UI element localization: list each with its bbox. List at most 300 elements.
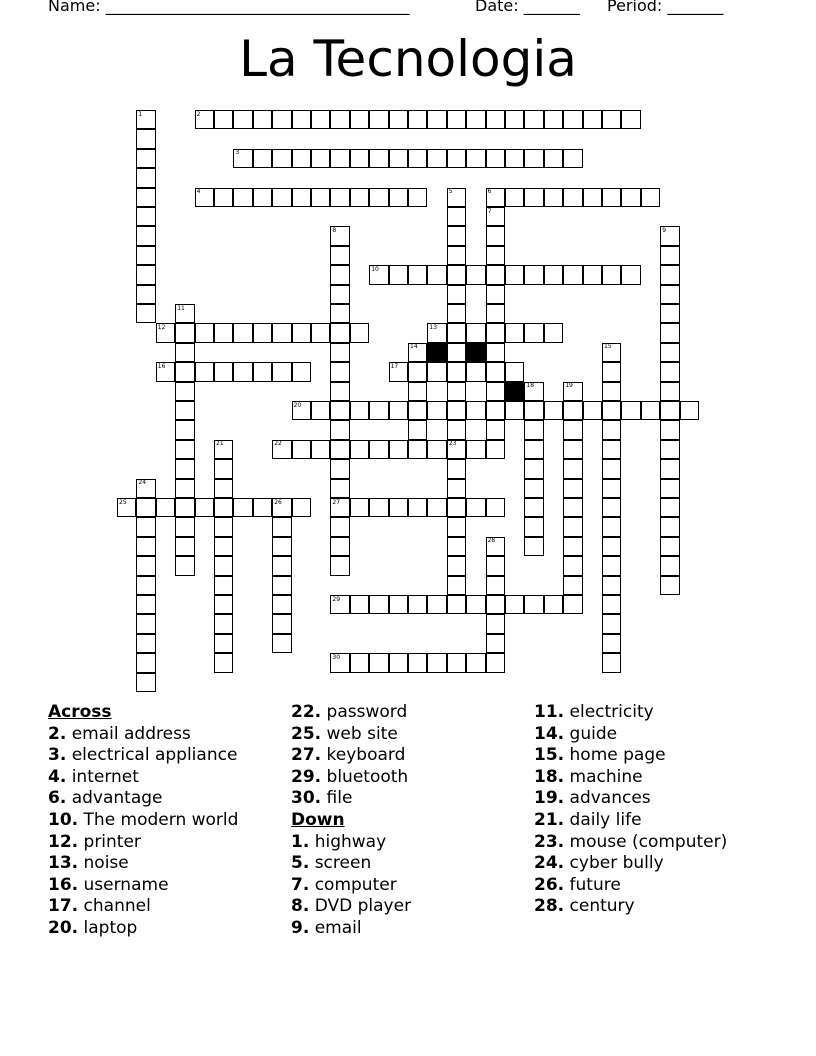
- grid-cell[interactable]: [427, 110, 446, 129]
- grid-cell[interactable]: [369, 595, 388, 614]
- grid-cell[interactable]: [175, 498, 194, 517]
- grid-cell[interactable]: [214, 614, 233, 633]
- grid-cell[interactable]: [505, 265, 524, 284]
- grid-cell[interactable]: [408, 343, 427, 362]
- grid-cell[interactable]: [524, 459, 543, 478]
- grid-cell[interactable]: [486, 440, 505, 459]
- grid-cell[interactable]: [447, 479, 466, 498]
- grid-cell[interactable]: [524, 382, 543, 401]
- grid-cell[interactable]: [369, 110, 388, 129]
- grid-cell[interactable]: [175, 362, 194, 381]
- grid-cell[interactable]: [660, 498, 679, 517]
- grid-cell[interactable]: [486, 265, 505, 284]
- grid-cell[interactable]: [486, 382, 505, 401]
- grid-cell[interactable]: [292, 440, 311, 459]
- grid-cell[interactable]: [136, 207, 155, 226]
- grid-cell[interactable]: [408, 440, 427, 459]
- grid-cell[interactable]: [369, 149, 388, 168]
- grid-cell[interactable]: [602, 110, 621, 129]
- grid-cell[interactable]: [466, 440, 485, 459]
- grid-cell[interactable]: [447, 595, 466, 614]
- grid-cell[interactable]: [253, 149, 272, 168]
- grid-cell[interactable]: [136, 556, 155, 575]
- grid-cell[interactable]: [427, 265, 446, 284]
- grid-cell[interactable]: [350, 440, 369, 459]
- grid-cell[interactable]: [136, 595, 155, 614]
- grid-cell[interactable]: [660, 362, 679, 381]
- grid-cell[interactable]: [486, 401, 505, 420]
- grid-cell[interactable]: [389, 401, 408, 420]
- grid-cell[interactable]: [583, 188, 602, 207]
- grid-cell[interactable]: [311, 401, 330, 420]
- grid-cell[interactable]: [330, 323, 349, 342]
- grid-cell[interactable]: [330, 420, 349, 439]
- grid-cell[interactable]: [233, 188, 252, 207]
- grid-cell[interactable]: [602, 188, 621, 207]
- grid-cell[interactable]: [505, 188, 524, 207]
- grid-cell[interactable]: [311, 440, 330, 459]
- grid-cell[interactable]: [602, 459, 621, 478]
- grid-cell[interactable]: [369, 401, 388, 420]
- grid-cell[interactable]: [602, 634, 621, 653]
- grid-cell[interactable]: [447, 382, 466, 401]
- grid-cell[interactable]: [660, 401, 679, 420]
- grid-cell[interactable]: [524, 537, 543, 556]
- grid-cell[interactable]: [602, 556, 621, 575]
- grid-cell[interactable]: [350, 110, 369, 129]
- grid-cell[interactable]: [486, 304, 505, 323]
- grid-cell[interactable]: [330, 226, 349, 245]
- grid-cell[interactable]: [233, 110, 252, 129]
- grid-cell[interactable]: [253, 188, 272, 207]
- grid-cell[interactable]: [272, 323, 291, 342]
- grid-cell[interactable]: [602, 382, 621, 401]
- grid-cell[interactable]: [486, 149, 505, 168]
- grid-cell[interactable]: [660, 382, 679, 401]
- grid-cell[interactable]: [447, 110, 466, 129]
- grid-cell[interactable]: [505, 362, 524, 381]
- grid-cell[interactable]: [408, 362, 427, 381]
- grid-cell[interactable]: [156, 323, 175, 342]
- grid-cell[interactable]: [660, 517, 679, 536]
- grid-cell[interactable]: [486, 110, 505, 129]
- grid-cell[interactable]: [195, 323, 214, 342]
- grid-cell[interactable]: [563, 149, 582, 168]
- grid-cell[interactable]: [369, 440, 388, 459]
- grid-cell[interactable]: [311, 188, 330, 207]
- grid-cell[interactable]: [389, 188, 408, 207]
- grid-cell[interactable]: [350, 498, 369, 517]
- grid-cell[interactable]: [524, 479, 543, 498]
- grid-cell[interactable]: [427, 401, 446, 420]
- grid-cell[interactable]: [447, 653, 466, 672]
- grid-cell[interactable]: [544, 188, 563, 207]
- grid-cell[interactable]: [447, 226, 466, 245]
- grid-cell[interactable]: [330, 265, 349, 284]
- grid-cell[interactable]: [272, 576, 291, 595]
- grid-cell[interactable]: [486, 420, 505, 439]
- grid-cell[interactable]: [447, 362, 466, 381]
- grid-cell[interactable]: [680, 401, 699, 420]
- grid-cell[interactable]: [330, 537, 349, 556]
- grid-cell[interactable]: [136, 226, 155, 245]
- grid-cell[interactable]: [389, 653, 408, 672]
- grid-cell[interactable]: [136, 576, 155, 595]
- grid-cell[interactable]: [330, 343, 349, 362]
- grid-cell[interactable]: [136, 634, 155, 653]
- grid-cell[interactable]: [621, 188, 640, 207]
- grid-cell[interactable]: [175, 323, 194, 342]
- grid-cell[interactable]: [408, 110, 427, 129]
- grid-cell[interactable]: [175, 479, 194, 498]
- grid-cell[interactable]: [389, 149, 408, 168]
- grid-cell[interactable]: [660, 556, 679, 575]
- grid-cell[interactable]: [524, 265, 543, 284]
- grid-cell[interactable]: [408, 653, 427, 672]
- grid-cell[interactable]: [660, 479, 679, 498]
- grid-cell[interactable]: [602, 595, 621, 614]
- grid-cell[interactable]: [563, 459, 582, 478]
- grid-cell[interactable]: [330, 285, 349, 304]
- grid-cell[interactable]: [524, 110, 543, 129]
- grid-cell[interactable]: [447, 459, 466, 478]
- grid-cell[interactable]: [389, 440, 408, 459]
- grid-cell[interactable]: [486, 188, 505, 207]
- grid-cell[interactable]: [524, 517, 543, 536]
- grid-cell[interactable]: [272, 556, 291, 575]
- grid-cell[interactable]: [563, 556, 582, 575]
- grid-cell[interactable]: [272, 517, 291, 536]
- grid-cell[interactable]: [253, 323, 272, 342]
- grid-cell[interactable]: [486, 343, 505, 362]
- grid-cell[interactable]: [447, 401, 466, 420]
- grid-cell[interactable]: [408, 420, 427, 439]
- grid-cell[interactable]: [330, 479, 349, 498]
- grid-cell[interactable]: [233, 362, 252, 381]
- grid-cell[interactable]: [602, 576, 621, 595]
- grid-cell[interactable]: [389, 498, 408, 517]
- grid-cell[interactable]: [175, 537, 194, 556]
- grid-cell[interactable]: [350, 323, 369, 342]
- grid-cell[interactable]: [214, 595, 233, 614]
- grid-cell[interactable]: [544, 265, 563, 284]
- grid-cell[interactable]: [505, 110, 524, 129]
- grid-cell[interactable]: [660, 459, 679, 478]
- grid-cell[interactable]: [660, 226, 679, 245]
- grid-cell[interactable]: [214, 634, 233, 653]
- grid-cell[interactable]: [641, 401, 660, 420]
- grid-cell[interactable]: [272, 362, 291, 381]
- grid-cell[interactable]: [524, 420, 543, 439]
- grid-cell[interactable]: [389, 595, 408, 614]
- grid-cell[interactable]: [369, 265, 388, 284]
- grid-cell[interactable]: [602, 265, 621, 284]
- grid-cell[interactable]: [466, 498, 485, 517]
- grid-cell[interactable]: [408, 382, 427, 401]
- grid-cell[interactable]: [447, 420, 466, 439]
- grid-cell[interactable]: [563, 401, 582, 420]
- grid-cell[interactable]: [214, 576, 233, 595]
- grid-cell[interactable]: [292, 362, 311, 381]
- grid-cell[interactable]: [175, 440, 194, 459]
- grid-cell[interactable]: [602, 517, 621, 536]
- grid-cell[interactable]: [214, 188, 233, 207]
- grid-cell[interactable]: [311, 323, 330, 342]
- grid-cell[interactable]: [175, 401, 194, 420]
- grid-cell[interactable]: [175, 382, 194, 401]
- grid-cell[interactable]: [214, 110, 233, 129]
- grid-cell[interactable]: [214, 323, 233, 342]
- grid-cell[interactable]: [136, 498, 155, 517]
- grid-cell[interactable]: [447, 537, 466, 556]
- grid-cell[interactable]: [505, 323, 524, 342]
- grid-cell[interactable]: [466, 595, 485, 614]
- grid-cell[interactable]: [447, 149, 466, 168]
- grid-cell[interactable]: [544, 149, 563, 168]
- grid-cell[interactable]: [136, 168, 155, 187]
- grid-cell[interactable]: [330, 188, 349, 207]
- grid-cell[interactable]: [660, 343, 679, 362]
- grid-cell[interactable]: [563, 595, 582, 614]
- grid-cell[interactable]: [175, 517, 194, 536]
- grid-cell[interactable]: [350, 188, 369, 207]
- grid-cell[interactable]: [195, 188, 214, 207]
- grid-cell[interactable]: [602, 420, 621, 439]
- grid-cell[interactable]: [602, 343, 621, 362]
- grid-cell[interactable]: [253, 110, 272, 129]
- grid-cell[interactable]: [408, 265, 427, 284]
- grid-cell[interactable]: [272, 440, 291, 459]
- grid-cell[interactable]: [466, 362, 485, 381]
- grid-cell[interactable]: [544, 401, 563, 420]
- grid-cell[interactable]: [330, 556, 349, 575]
- grid-cell[interactable]: [641, 188, 660, 207]
- grid-cell[interactable]: [330, 382, 349, 401]
- grid-cell[interactable]: [563, 420, 582, 439]
- grid-cell[interactable]: [486, 362, 505, 381]
- grid-cell[interactable]: [214, 517, 233, 536]
- grid-cell[interactable]: [621, 110, 640, 129]
- grid-cell[interactable]: [660, 576, 679, 595]
- grid-cell[interactable]: [272, 537, 291, 556]
- grid-cell[interactable]: [660, 304, 679, 323]
- grid-cell[interactable]: [447, 343, 466, 362]
- grid-cell[interactable]: [660, 323, 679, 342]
- grid-cell[interactable]: [136, 653, 155, 672]
- grid-cell[interactable]: [195, 498, 214, 517]
- grid-cell[interactable]: [524, 595, 543, 614]
- grid-cell[interactable]: [233, 498, 252, 517]
- grid-cell[interactable]: [660, 285, 679, 304]
- grid-cell[interactable]: [505, 595, 524, 614]
- grid-cell[interactable]: [486, 323, 505, 342]
- grid-cell[interactable]: [136, 188, 155, 207]
- grid-cell[interactable]: [253, 362, 272, 381]
- grid-cell[interactable]: [427, 595, 446, 614]
- grid-cell[interactable]: [214, 653, 233, 672]
- grid-cell[interactable]: [466, 110, 485, 129]
- grid-cell[interactable]: [524, 440, 543, 459]
- grid-cell[interactable]: [486, 246, 505, 265]
- grid-cell[interactable]: [272, 595, 291, 614]
- grid-cell[interactable]: [486, 285, 505, 304]
- grid-cell[interactable]: [389, 265, 408, 284]
- grid-cell[interactable]: [427, 653, 446, 672]
- grid-cell[interactable]: [563, 479, 582, 498]
- grid-cell[interactable]: [272, 188, 291, 207]
- grid-cell[interactable]: [330, 401, 349, 420]
- grid-cell[interactable]: [214, 479, 233, 498]
- grid-cell[interactable]: [447, 440, 466, 459]
- grid-cell[interactable]: [136, 537, 155, 556]
- grid-cell[interactable]: [330, 653, 349, 672]
- grid-cell[interactable]: [447, 188, 466, 207]
- grid-cell[interactable]: [214, 537, 233, 556]
- grid-cell[interactable]: [292, 110, 311, 129]
- grid-cell[interactable]: [486, 207, 505, 226]
- grid-cell[interactable]: [175, 343, 194, 362]
- grid-cell[interactable]: [602, 653, 621, 672]
- grid-cell[interactable]: [486, 226, 505, 245]
- grid-cell[interactable]: [544, 110, 563, 129]
- grid-cell[interactable]: [563, 382, 582, 401]
- grid-cell[interactable]: [544, 595, 563, 614]
- grid-cell[interactable]: [408, 498, 427, 517]
- grid-cell[interactable]: [447, 576, 466, 595]
- grid-cell[interactable]: [583, 401, 602, 420]
- grid-cell[interactable]: [621, 401, 640, 420]
- grid-cell[interactable]: [330, 517, 349, 536]
- grid-cell[interactable]: [136, 149, 155, 168]
- grid-cell[interactable]: [466, 401, 485, 420]
- grid-cell[interactable]: [214, 556, 233, 575]
- grid-cell[interactable]: [214, 362, 233, 381]
- grid-cell[interactable]: [272, 149, 291, 168]
- grid-cell[interactable]: [602, 498, 621, 517]
- grid-cell[interactable]: [563, 498, 582, 517]
- grid-cell[interactable]: [175, 420, 194, 439]
- grid-cell[interactable]: [136, 129, 155, 148]
- grid-cell[interactable]: [602, 479, 621, 498]
- grid-cell[interactable]: [427, 498, 446, 517]
- grid-cell[interactable]: [195, 110, 214, 129]
- grid-cell[interactable]: [330, 246, 349, 265]
- grid-cell[interactable]: [408, 401, 427, 420]
- grid-cell[interactable]: [369, 188, 388, 207]
- grid-cell[interactable]: [447, 246, 466, 265]
- grid-cell[interactable]: [486, 576, 505, 595]
- grid-cell[interactable]: [136, 304, 155, 323]
- grid-cell[interactable]: [524, 401, 543, 420]
- grid-cell[interactable]: [544, 323, 563, 342]
- grid-cell[interactable]: [292, 188, 311, 207]
- grid-cell[interactable]: [175, 459, 194, 478]
- grid-cell[interactable]: [660, 440, 679, 459]
- grid-cell[interactable]: [524, 149, 543, 168]
- grid-cell[interactable]: [427, 362, 446, 381]
- grid-cell[interactable]: [563, 576, 582, 595]
- grid-cell[interactable]: [660, 265, 679, 284]
- grid-cell[interactable]: [350, 149, 369, 168]
- grid-cell[interactable]: [563, 517, 582, 536]
- grid-cell[interactable]: [524, 188, 543, 207]
- grid-cell[interactable]: [292, 149, 311, 168]
- grid-cell[interactable]: [447, 323, 466, 342]
- grid-cell[interactable]: [621, 265, 640, 284]
- grid-cell[interactable]: [253, 498, 272, 517]
- grid-cell[interactable]: [408, 595, 427, 614]
- grid-cell[interactable]: [524, 323, 543, 342]
- grid-cell[interactable]: [195, 362, 214, 381]
- grid-cell[interactable]: [350, 401, 369, 420]
- grid-cell[interactable]: [330, 498, 349, 517]
- grid-cell[interactable]: [408, 188, 427, 207]
- grid-cell[interactable]: [524, 498, 543, 517]
- grid-cell[interactable]: [136, 246, 155, 265]
- grid-cell[interactable]: [563, 440, 582, 459]
- grid-cell[interactable]: [311, 110, 330, 129]
- grid-cell[interactable]: [369, 653, 388, 672]
- grid-cell[interactable]: [427, 149, 446, 168]
- grid-cell[interactable]: [214, 440, 233, 459]
- grid-cell[interactable]: [272, 498, 291, 517]
- grid-cell[interactable]: [447, 304, 466, 323]
- grid-cell[interactable]: [505, 149, 524, 168]
- grid-cell[interactable]: [389, 110, 408, 129]
- grid-cell[interactable]: [408, 149, 427, 168]
- grid-cell[interactable]: [136, 110, 155, 129]
- grid-cell[interactable]: [447, 285, 466, 304]
- grid-cell[interactable]: [466, 149, 485, 168]
- grid-cell[interactable]: [427, 440, 446, 459]
- grid-cell[interactable]: [583, 110, 602, 129]
- grid-cell[interactable]: [563, 537, 582, 556]
- grid-cell[interactable]: [563, 110, 582, 129]
- grid-cell[interactable]: [486, 556, 505, 575]
- grid-cell[interactable]: [330, 362, 349, 381]
- grid-cell[interactable]: [156, 362, 175, 381]
- grid-cell[interactable]: [330, 304, 349, 323]
- grid-cell[interactable]: [330, 440, 349, 459]
- grid-cell[interactable]: [330, 459, 349, 478]
- grid-cell[interactable]: [486, 614, 505, 633]
- grid-cell[interactable]: [486, 653, 505, 672]
- grid-cell[interactable]: [447, 556, 466, 575]
- grid-cell[interactable]: [272, 634, 291, 653]
- grid-cell[interactable]: [233, 149, 252, 168]
- grid-cell[interactable]: [136, 285, 155, 304]
- grid-cell[interactable]: [486, 595, 505, 614]
- grid-cell[interactable]: [292, 401, 311, 420]
- grid-cell[interactable]: [447, 207, 466, 226]
- grid-cell[interactable]: [583, 265, 602, 284]
- grid-cell[interactable]: [660, 246, 679, 265]
- grid-cell[interactable]: [602, 401, 621, 420]
- grid-cell[interactable]: [602, 537, 621, 556]
- grid-cell[interactable]: [272, 614, 291, 633]
- grid-cell[interactable]: [117, 498, 136, 517]
- grid-cell[interactable]: [214, 459, 233, 478]
- grid-cell[interactable]: [563, 265, 582, 284]
- grid-cell[interactable]: [330, 110, 349, 129]
- grid-cell[interactable]: [330, 149, 349, 168]
- grid-cell[interactable]: [660, 420, 679, 439]
- grid-cell[interactable]: [292, 323, 311, 342]
- grid-cell[interactable]: [486, 634, 505, 653]
- grid-cell[interactable]: [447, 265, 466, 284]
- grid-cell[interactable]: [175, 556, 194, 575]
- grid-cell[interactable]: [214, 498, 233, 517]
